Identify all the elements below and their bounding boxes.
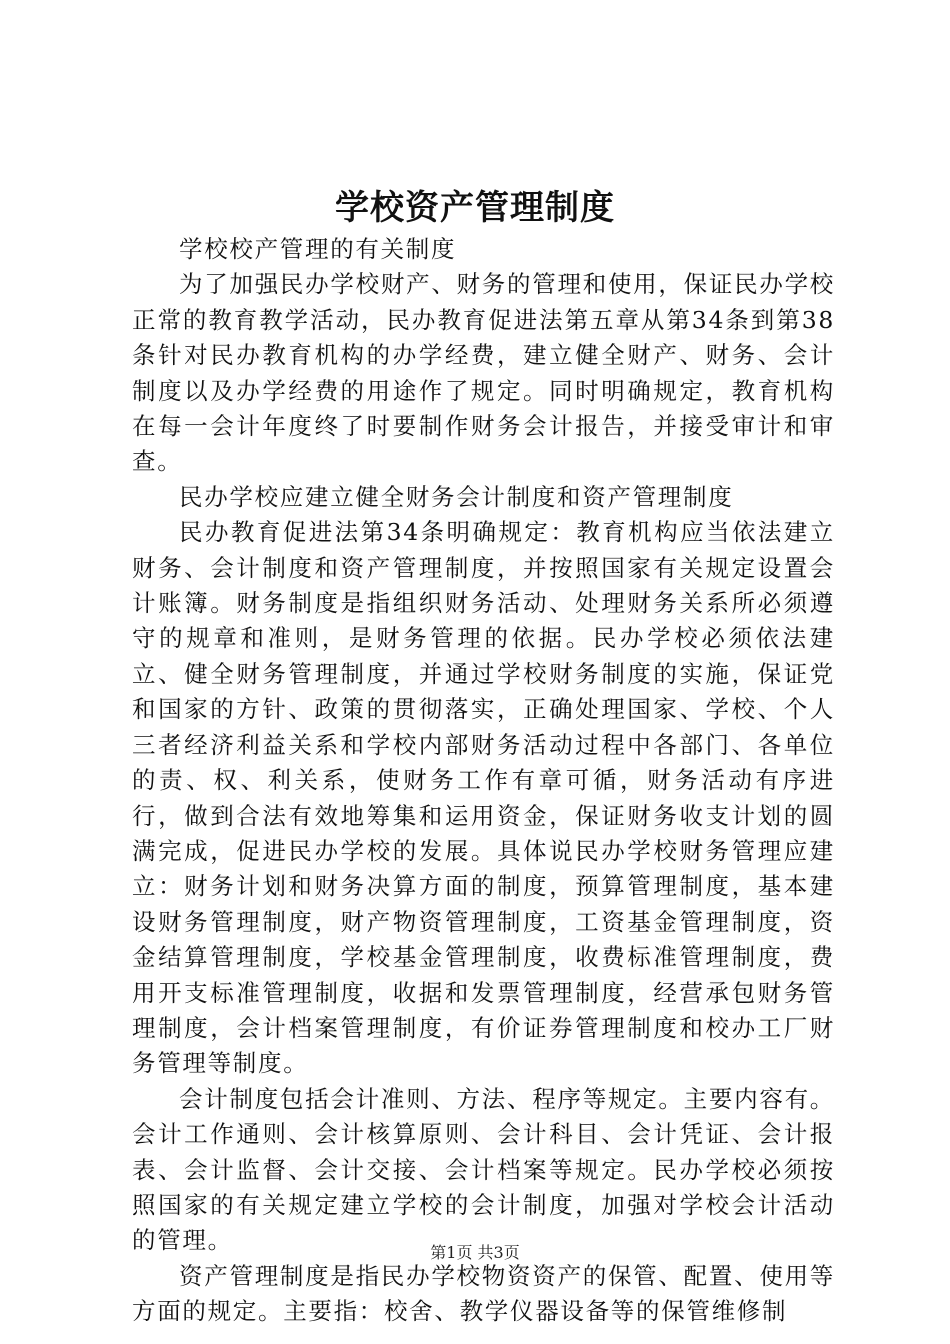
paragraph-2: 为了加强民办学校财产、财务的管理和使用，保证民办学校正常的教育教学活动，民办教育促进法第五章从第34条到第38条针对民办教育机构的办学经费，建立健全财产、财务、会计制度以及办学经费的用途作了规定。同时明确规定，教育机构在每一会计年度终了时要制作财务会计报告，并接受审计和审查。: [132, 270, 835, 476]
paragraph-3: 民办学校应建立健全财务会计制度和资产管理制度: [179, 482, 734, 511]
document-title: 学校资产管理制度: [335, 188, 615, 228]
page-footer: 第1页 共3页: [430, 1243, 520, 1262]
paragraph-4: 民办教育促进法第34条明确规定：教育机构应当依法建立财务、会计制度和资产管理制度，并按照国家有关规定设置会计账簿。财务制度是指组织财务活动、处理财务关系所必须遵守的规章和准则，是财务管理的依据。民办学校必须依法建立、健全财务管理制度，并通过学校财务制度的实施，保证党和国家的方针、政策的贯彻落实，正确处理国家、学校、个人三者经济利益关系和学校内部财务活动过程中各部门、各单位的责、权、利关系，使财务工作有章可循，财务活动有序进行，做到合法有效地筹集和运用资金，保证财务收支计划的圆满完成，促进民办学校的发展。具体说民办学校财务管理应建立：财务计划和财务决算方面的制度，预算管理制度，基本建设财务管理制度，财产物资管理制度，工资基金管理制度，资金结算管理制度，学校基金管理制度，收费标准管理制度，费用开支标准管理制度，收据和发票管理制度，经营承包财务管理制度，会计档案管理制度，有价证券管理制度和校办工厂财务管理等制度。: [132, 518, 835, 1078]
paragraph-6: 资产管理制度是指民办学校物资资产的保管、配置、使用等方面的规定。主要指：校舍、教学仪器设备等的保管维修制: [132, 1261, 835, 1326]
paragraph-5: 会计制度包括会计准则、方法、程序等规定。主要内容有。会计工作通则、会计核算原则、会计科目、会计凭证、会计报表、会计监督、会计交接、会计档案等规定。民办学校必须按照国家的有关规定建立学校的会计制度，加强对学校会计活动的管理。: [132, 1084, 835, 1255]
paragraph-1: 学校校产管理的有关制度: [179, 235, 457, 263]
document-body: [132, 232, 835, 1330]
